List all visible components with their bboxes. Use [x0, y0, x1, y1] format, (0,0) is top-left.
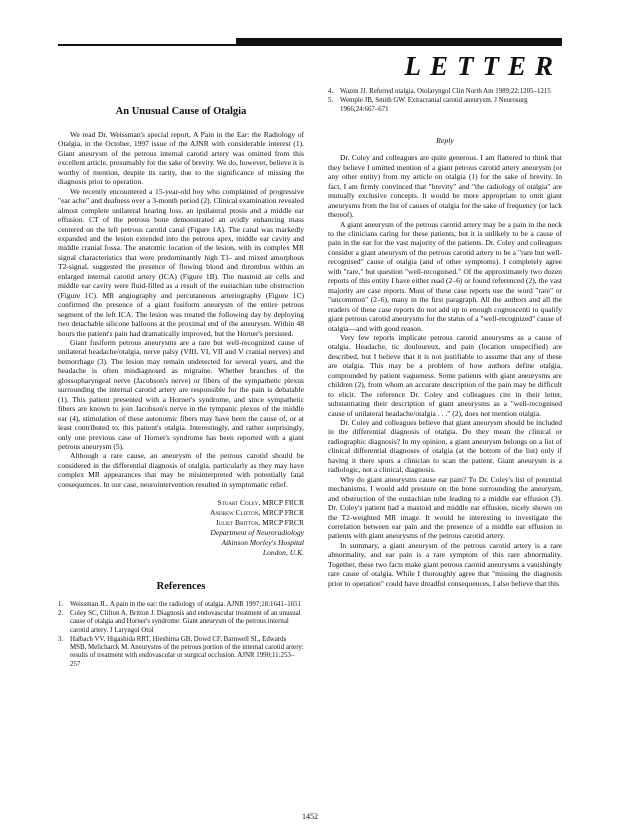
- header-rule-thin: [58, 44, 562, 46]
- letter-title: An Unusual Cause of Otalgia: [115, 106, 247, 117]
- section-heading: LETTER: [404, 51, 562, 81]
- reference-item: [58, 601, 304, 609]
- reference-text: Wemple JB, Smith GW. Extracranial carotid aneurysm. J Neurosurg 1966;24:667–671: [340, 97, 528, 113]
- reference-text: Coley SC, Clifton A, Britton J. Diagnosis and endovascular treatment of an unusual cause of otalgia and Horner's syndrome: Giant aneurysm of the petrous internal carotid artery. J Laryngol Otol: [70, 609, 301, 634]
- reply-paragraph: A giant aneurysm of the petrous carotid artery may be a pain in the neck to the clinicians caring for these patients, but it is unlikely to be a cause of pain in the ear for the vast majority of the patients. Dr. Coley and colleagues consider a giant aneurysm of the petrous carotid artery to be a "rare but well-recognised" cause of otalgia (and of other symptoms). I completely agree with "rare," but question "well-recognised." Of the approximately two dozen reports of this entity I have either read (2–6) or found referenced (2), the vast majority are case reports. Most of these case reports use the word "rare" or "uncommon" (2–6), many in the first paragraph. All the authors and all the readers of these case reports do not add up to enough cognoscenti to qualify giant petrous carotid aneurysms for the status of a "well-recognized" cause of otalgia—and with good reason.: [328, 219, 562, 333]
- reply-paragraph: Very few reports implicate petrous carotid aneurysms as a cause of otalgia. Headache, tic douloureux, and pain (location unspecified) are described, but I believe that it is not justifiable to assume that any of these are otalgia. This may be a problem of how authors define otalgia, compounded by patient vagueness. Some patients with giant aneurysms are children (2), from whom an accurate description of the pain may be difficult to elicit. The reference Dr. Coley and colleagues cite in their letter, substantiating their description of giant aneurysms as a "well-recognised cause of unilateral headache/otalgia . . ." (2), does not mention otalgia.: [328, 332, 562, 418]
- reference-item: [58, 636, 304, 669]
- reference-number: 4.: [328, 88, 334, 95]
- reference-text: Wazen JJ. Referred otalgia. Otolaryngol Clin North Am 1989;22:1205–1215: [340, 88, 551, 95]
- references-title: References: [156, 581, 206, 593]
- letter-paragraph: Giant fusiform petrous aneurysms are a rare but well-recognized cause of unilateral headache/otalgia, nerve palsy (VIII, VI, VII and V cranial nerves) and hemorrhage (3). The lesion may remain undetected for several years, and the headache is often misdiagnosed as migraine. Whether branches of the glossopharyngeal nerve (Jacobson's nerve) or fibers of the sympathetic plexus surrounding the internal carotid artery are responsible for the pain is debatable (1). This patient presented with a Horner's syndrome, and since sympathetic fibers are known to join Jacobson's nerve in the tympanic plexus of the middle ear (4), stimulation of these autonomic fibers may have been the cause of, or at least contributed to, this patient's otalgia. Interestingly, and rather surprisingly, only one previous case of Horner's syndrome has been reported with a giant petrous aneurysm (5).: [58, 337, 304, 451]
- affiliation-line: Department of Neuroradiology: [210, 528, 304, 538]
- letter-paragraph: Although a rare cause, an aneurysm of the petrous carotid should be considered in the differential diagnosis of otalgia, particularly as they may have complex MR appearances that may be misinterpreted with potentially fatal consequences. In our case, neurointervention resulted in symptomatic relief.: [58, 451, 304, 489]
- reply-label: Reply: [436, 135, 454, 145]
- reference-number: 5.: [328, 97, 334, 105]
- signature-block: [58, 498, 304, 558]
- reference-item: [58, 610, 304, 635]
- reference-number: 3.: [58, 635, 64, 643]
- right-column: [328, 88, 562, 588]
- author-name: Stuart Coley, MRCP FRCR: [217, 498, 304, 508]
- letter-paragraph: We recently encountered a 15-year-old boy who complained of progressive "ear ache" and deafness over a 3-month period (2). Clinical examination revealed almost complete unilateral hearing loss, an ipsilateral ptosis and a middle ear effusion. CT of the petrous bone demonstrated an avidly enhancing mass centered on the left petrous carotid canal (Figure 1A). The canal was markedly expanded and the lesion extended into the petrous apex, middle ear cavity and middle cranial fossa. The anatomic location of the lesion, with its complex MR signal characteristics that were predominantly high T1- and mixed amorphous T2-signal, suggested the presence of flowing blood and thrombus within an enlarged internal carotid artery (ICA) (Figure 1B). The mastoid air cells and middle ear cavity were fluid-filled as a result of the eustachian tube obstruction (Figure 1C). MR angiography and percutaneous arteriography (Figure 1C) confirmed the presence of a giant fusiform aneurysm of the entire petrous segment of the left ICA. The lesion was treated the following day by deploying two detachable silicone balloons at the proximal end of the aneurysm. Within 48 hours the patient's pain had dramatically improved, but the Horner's persisted.: [58, 186, 304, 338]
- affiliation-line: Atkinson Morley's Hospital: [221, 538, 304, 548]
- letter-paragraph: We read Dr. Weissman's special report, A Pain in the Ear: the Radiology of Otalgia, in the October, 1997 issue of the AJNR with considerable interest (1). Giant aneurysm of the petrous internal carotid artery was omitted from this excellent article, presumably for the sake of brevity. We do, however, believe it is worthy of mention, despite its rarity, due to the significance of missing the diagnosis prior to operation.: [58, 130, 304, 187]
- reference-item: [328, 97, 562, 114]
- reply-paragraph: In summary, a giant aneurysm of the petrous carotid artery is a rare abnormality, and ear pain is a rare symptom of this rare abnormality. Together, these two facts make giant petrous carotid aneurysms a vanishingly rare cause of otalgia. While I thoroughly agree that "missing the diagnosis prior to operation" could have dreadful consequences, I also believe that this: [328, 540, 562, 588]
- reference-number: 2.: [58, 609, 64, 617]
- reply-paragraph: Why do giant aneurysms cause ear pain? To Dr. Coley's list of potential mechanisms, I would add pressure on the bone surrounding the aneurysm, and obstruction of the eustachian tube leading to a middle ear effusion (3). Dr. Coley's patient had a mastoid and middle ear effusion, nicely shown on the T2-weighted MR image. It would be interesting to investigate the correlation between ear pain and the presence of a middle ear effusion in patients with giant aneurysms of the petrous carotid artery.: [328, 474, 562, 541]
- left-column: [58, 96, 304, 670]
- reply-paragraph: Dr. Coley and colleagues are quite generous. I am flattered to think that they believe I omitted mention of a giant petrous carotid artery aneurysm (or any other entity) from my article on otalgia (1) for the sake of brevity. In fact, I am firmly convinced that "brevity" and "the radiology of otalgia" are mutually exclusive concepts. It would be more appropriate to omit giant aneurysms from the list of causes of otalgia for the sake of frequency (or lack thereof).: [328, 153, 562, 220]
- author-name: Juliet Britton, MRCP FRCR: [215, 518, 304, 528]
- page-number: 1452: [302, 812, 318, 821]
- reference-number: 1.: [58, 600, 64, 608]
- reference-item: [328, 88, 562, 96]
- reference-text: Weissman JL. A pain in the ear: the radiology of otalgia. AJNR 1997;18:1641–1651: [70, 600, 302, 608]
- affiliation-line: London, U.K.: [262, 548, 304, 558]
- reference-text: Halbach VV, Higashida RRT, Hieshima GB, Dowd CF, Barnwell SL, Edwards MSB, Melicharck M. Aneurysms of the petrous portion of the internal carotid artery: results of treatment with endovascular or surgical occlusion. AJNR 1990;11:253–257: [70, 635, 304, 668]
- author-name: Andrew Clifton, MRCP FRCR: [209, 508, 304, 518]
- reply-paragraph: Dr. Coley and colleagues believe that giant aneurysm should be included in the differential diagnosis of otalgia. Do they mean the clinical or radiographic diagnosis? In my opinion, a giant aneurysm belongs on a list of clinical differential diagnoses of otalgia (at the bottom of the list) only if having it there spurs a clinician to scan the patient. Giant aneurysm is a radiologic, not a clinical, diagnosis.: [328, 418, 562, 475]
